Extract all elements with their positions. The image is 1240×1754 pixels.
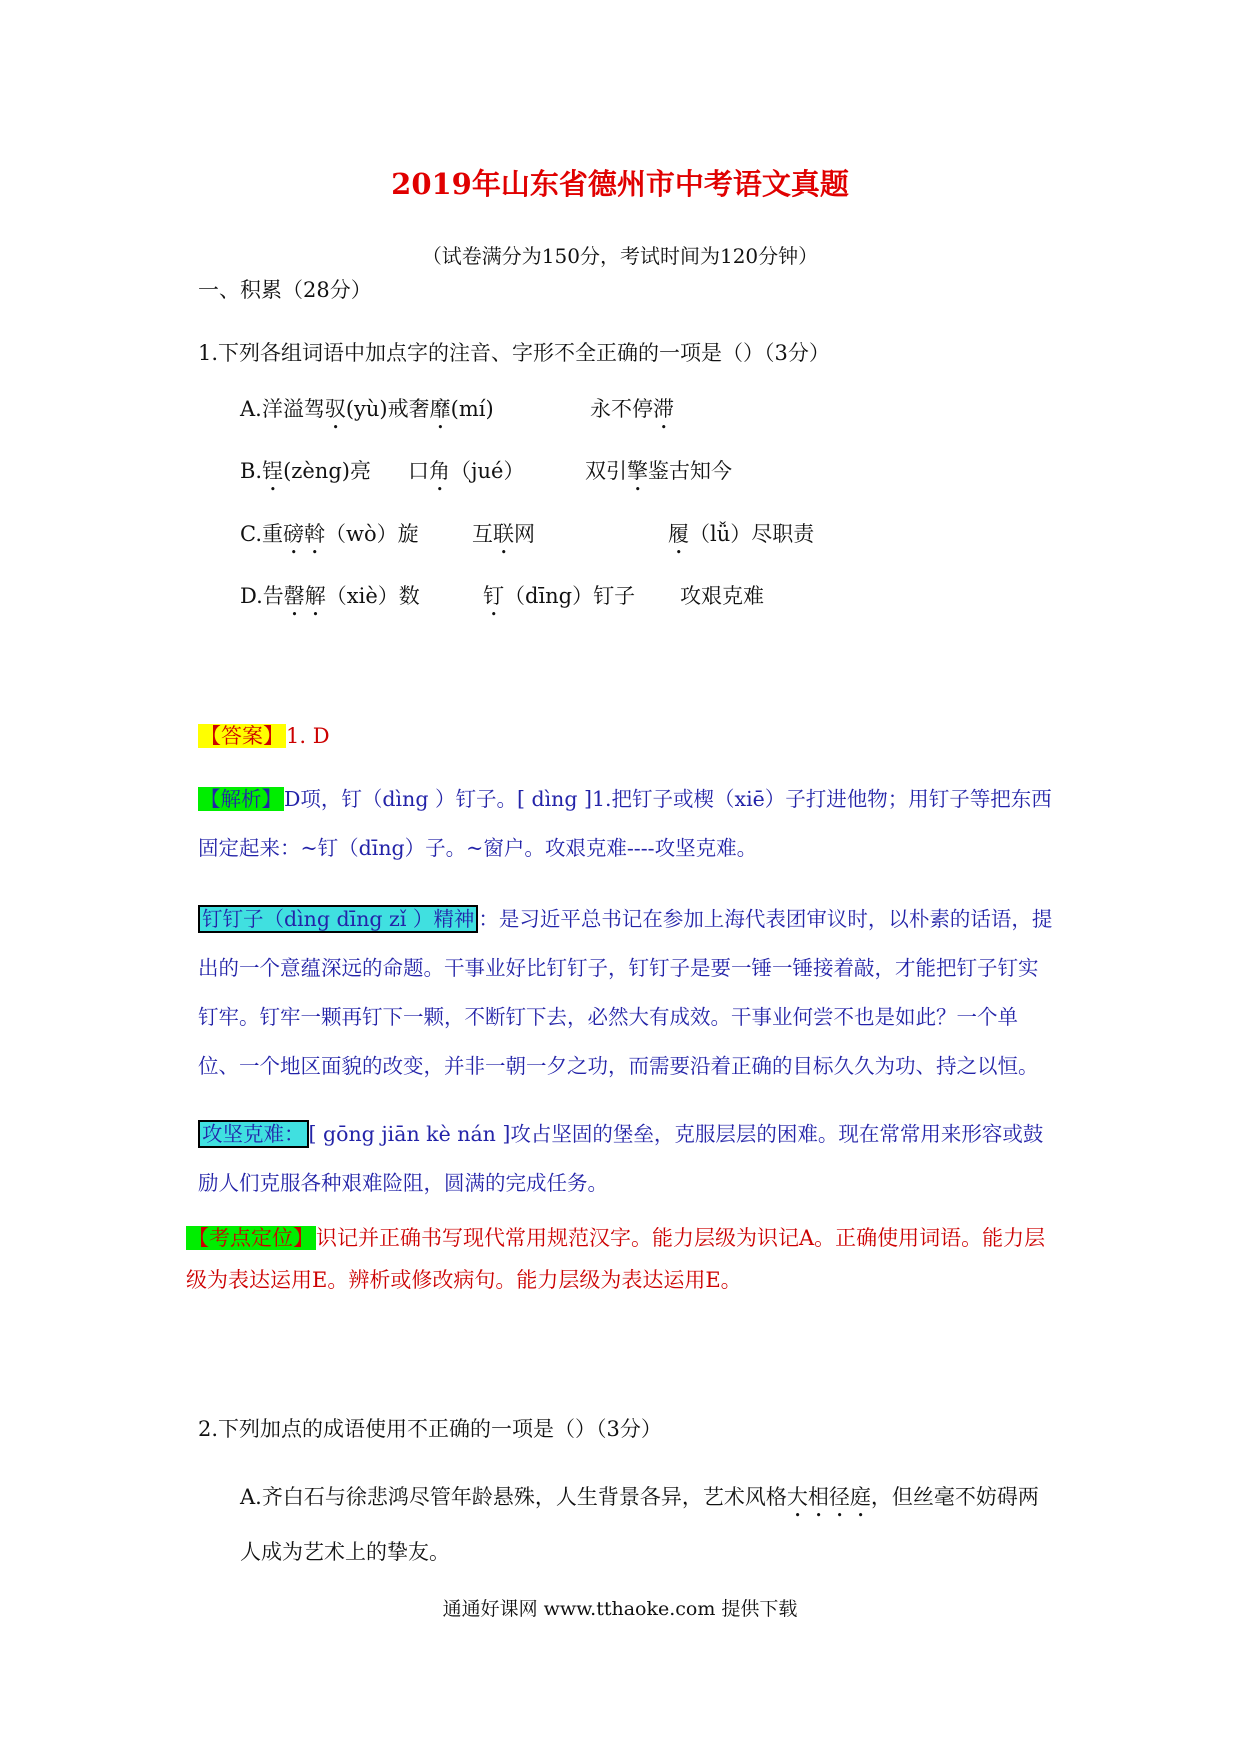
option-c-text: （lǚ）尽职责 xyxy=(689,522,815,546)
analysis-tag: 【解析】 xyxy=(200,787,282,811)
question-2-stem: 2.下列加点的成语使用不正确的一项是（）（3分） xyxy=(198,1417,662,1441)
option-a-text: A.齐白石与徐悲鸿尽管年龄悬殊，人生背景各异，艺术风格 xyxy=(240,1485,787,1509)
answer-line xyxy=(198,720,330,750)
option-c-text: 互 xyxy=(472,522,493,546)
option-a-text: (mí) xyxy=(450,397,494,421)
dotted-char: 驭 xyxy=(324,397,346,421)
option-b-text: 鉴古知今 xyxy=(648,459,732,483)
option-a-text: 永不停 xyxy=(590,397,653,421)
option-b-text: 口 xyxy=(408,459,429,483)
dotted-char: 擎 xyxy=(627,459,648,483)
option-b-text: （jué） xyxy=(450,459,525,483)
question-2-option-a xyxy=(240,1470,1050,1580)
section-heading: 一、积累（28分） xyxy=(198,278,372,302)
option-b-text: (zèng)亮 xyxy=(283,459,371,483)
kaodian-paragraph xyxy=(186,1217,1066,1301)
option-a-text: A.洋溢驾 xyxy=(240,397,325,421)
question-1-stem: 1.下列各组词语中加点字的注音、字形不全正确的一项是（）（3分） xyxy=(198,341,830,365)
analysis-text: D项，钉（dìng ）钉子。[ dìng ]1.把钉子或楔（xiē）子打进他物；用钉子等把东西固定起来：~钉（dīng）子。~窗户。攻艰克难----攻坚克难。 xyxy=(198,787,1052,860)
option-b-word3 xyxy=(585,455,732,496)
option-a xyxy=(240,393,494,434)
kaodian-tag: 【考点定位】 xyxy=(188,1226,314,1250)
option-a-text: ，但丝毫不妨碍两人成为艺术上的挚友。 xyxy=(240,1485,1039,1564)
analysis-paragraph xyxy=(198,775,1058,873)
option-d-text: （xiè）数 xyxy=(325,584,420,608)
option-c xyxy=(240,518,419,559)
note-dingdingzi xyxy=(198,895,1058,1091)
dotted-char: 磅 xyxy=(283,522,304,546)
option-b-word2 xyxy=(408,455,524,496)
note-gongjiankenan xyxy=(198,1110,1058,1208)
note-dingdingzi-tag: 钉钉子（dìng dīng zǐ ）精神 xyxy=(198,905,478,933)
option-c-text: C.重 xyxy=(240,522,283,546)
dotted-char: 斡 xyxy=(304,522,325,546)
option-a-text: (yù)戒奢 xyxy=(345,397,430,421)
dotted-char: 罄 xyxy=(283,584,305,608)
option-c-word2 xyxy=(472,518,535,559)
note-dingdingzi-text: ：是习近平总书记在参加上海代表团审议时，以朴素的话语，提出的一个意蕴深远的命题。干事业好比钉钉子，钉钉子是要一锤一锤接着敲，才能把钉子钉实钉牢。钉牢一颗再钉下一颗，不断钉下去，必然大有成效。干事业何尝不也是如此？一个单位、一个地区面貌的改变，并非一朝一夕之功，而需要沿着正确的目标久久为功、持之以恒。 xyxy=(198,907,1053,1078)
dotted-char: 钉 xyxy=(483,584,504,608)
dotted-char: 靡 xyxy=(429,397,451,421)
option-d xyxy=(240,580,420,621)
dotted-char: 滞 xyxy=(653,397,674,421)
answer-value: 1. D xyxy=(286,724,330,748)
footer-source: 通通好课网 www.tthaoke.com 提供下载 xyxy=(442,1598,798,1620)
dotted-char: 锃 xyxy=(262,459,284,483)
option-d-text: D.告 xyxy=(240,584,284,608)
exam-info: （试卷满分为150分，考试时间为120分钟） xyxy=(421,244,819,268)
option-b-text: 双引 xyxy=(585,459,627,483)
dotted-char: 解 xyxy=(304,584,326,608)
page-title: 2019年山东省德州市中考语文真题 xyxy=(391,167,849,201)
option-c-text: 网 xyxy=(514,522,535,546)
dotted-char: 履 xyxy=(668,522,689,546)
dotted-char: 联 xyxy=(493,522,514,546)
option-d-word2 xyxy=(483,580,635,621)
dotted-char: 角 xyxy=(429,459,450,483)
option-d-word3: 攻艰克难 xyxy=(680,584,764,608)
note-gongjiankenan-text: [ gōng jiān kè nán ]攻占坚固的堡垒，克服层层的困难。现在常常用来形容或鼓励人们克服各种艰难险阻，圆满的完成任务。 xyxy=(198,1122,1044,1195)
answer-tag: 【答案】 xyxy=(200,724,284,748)
option-d-text: （dīng）钉子 xyxy=(504,584,636,608)
option-c-text: （wò）旋 xyxy=(325,522,419,546)
option-b xyxy=(240,455,371,496)
note-gongjiankenan-tag: 攻坚克难： xyxy=(198,1120,309,1148)
option-a-extra xyxy=(590,393,674,434)
option-c-word3 xyxy=(668,518,814,559)
kaodian-text: 识记并正确书写现代常用规范汉字。能力层级为识记A。正确使用词语。能力层级为表达运用E。辨析或修改病句。能力层级为表达运用E。 xyxy=(186,1226,1046,1292)
option-b-text: B. xyxy=(240,459,263,483)
dotted-idiom: 大相径庭 xyxy=(786,1485,871,1509)
